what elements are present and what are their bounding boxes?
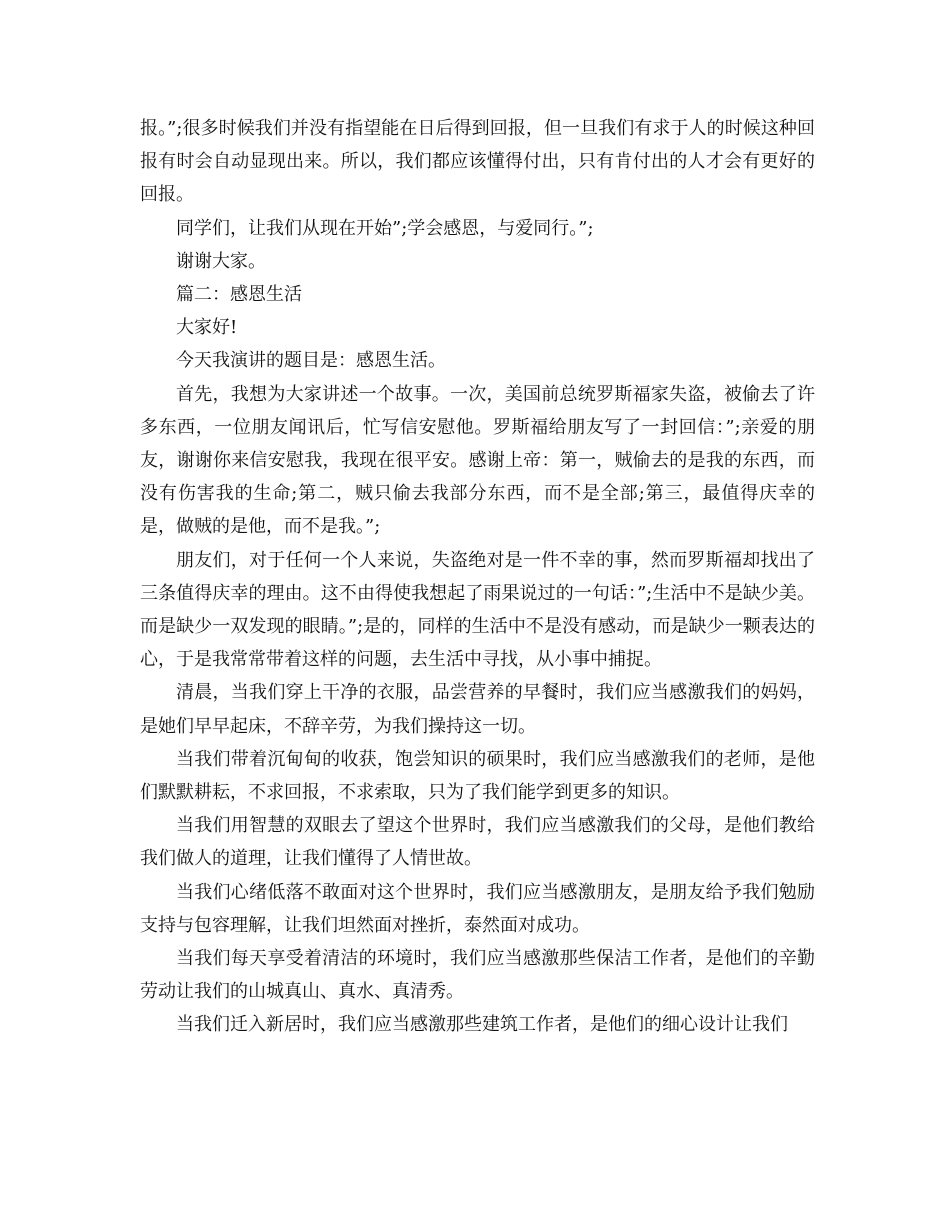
paragraph-friends: 当我们心绪低落不敢面对这个世界时，我们应当感激朋友，是朋友给予我们勉励支持与包容理解，让我们坦然面对挫折，泰然面对成功。	[140, 881, 815, 936]
paragraph-reflection: 朋友们，对于任何一个人来说，失盗绝对是一件不幸的事，然而罗斯福却找出了三条值得庆幸的理由。这不由得使我想起了雨果说过的一句话：”;生活中不是缺少美。而是缺少一双发现的眼睛。”;是的，同样的生活中不是没有感动，而是缺少一颗表达的心，于是我常常带着这样的问题，去生活中寻找，从小事中捕捉。	[140, 549, 815, 671]
paragraph-teachers: 当我们带着沉甸甸的收获，饱尝知识的硕果时，我们应当感激我们的老师，是他们默默耕耘，不求回报，不求索取，只为了我们能学到更多的知识。	[140, 748, 815, 804]
paragraph-closing-call: 同学们，让我们从现在开始”;学会感恩，与爱同行。”;	[176, 217, 594, 239]
section-heading: 篇二：感恩生活	[176, 284, 302, 306]
paragraph-mothers: 清晨，当我们穿上干净的衣服，品尝营养的早餐时，我们应当感激我们的妈妈，是她们早早起床，不辞辛劳，为我们操持这一切。	[140, 682, 815, 737]
paragraph-topic: 今天我演讲的题目是：感恩生活。	[176, 350, 446, 372]
paragraph-builders: 当我们迁入新居时，我们应当感激那些建筑工作者，是他们的细心设计让我们	[176, 1014, 788, 1036]
paragraph-cleaners: 当我们每天享受着清洁的环境时，我们应当感激那些保洁工作者，是他们的辛勤劳动让我们的山城真山、真水、真清秀。	[140, 948, 815, 1003]
paragraph-greeting: 大家好!	[176, 317, 238, 339]
paragraph-story: 首先，我想为大家讲述一个故事。一次，美国前总统罗斯福家失盗，被偷去了许多东西，一位朋友闻讯后，忙写信安慰他。罗斯福给朋友写了一封回信：”;亲爱的朋友，谢谢你来信安慰我，我现在很平安。感谢上帝：第一，贼偷去的是我的东西，而没有伤害我的生命;第二，贼只偷去我部分东西，而不是全部;第三，最值得庆幸的是，做贼的是他，而不是我。”;	[140, 383, 815, 538]
paragraph-continuation: 报。”;很多时候我们并没有指望能在日后得到回报，但一旦我们有求于人的时候这种回报有时会自动显现出来。所以，我们都应该懂得付出，只有肯付出的人才会有更好的回报。	[140, 118, 815, 206]
paragraph-parents: 当我们用智慧的双眼去了望这个世界时，我们应当感激我们的父母，是他们教给我们做人的道理，让我们懂得了人情世故。	[140, 815, 815, 870]
paragraph-thanks: 谢谢大家。	[176, 250, 266, 272]
document-body	[140, 112, 815, 1042]
